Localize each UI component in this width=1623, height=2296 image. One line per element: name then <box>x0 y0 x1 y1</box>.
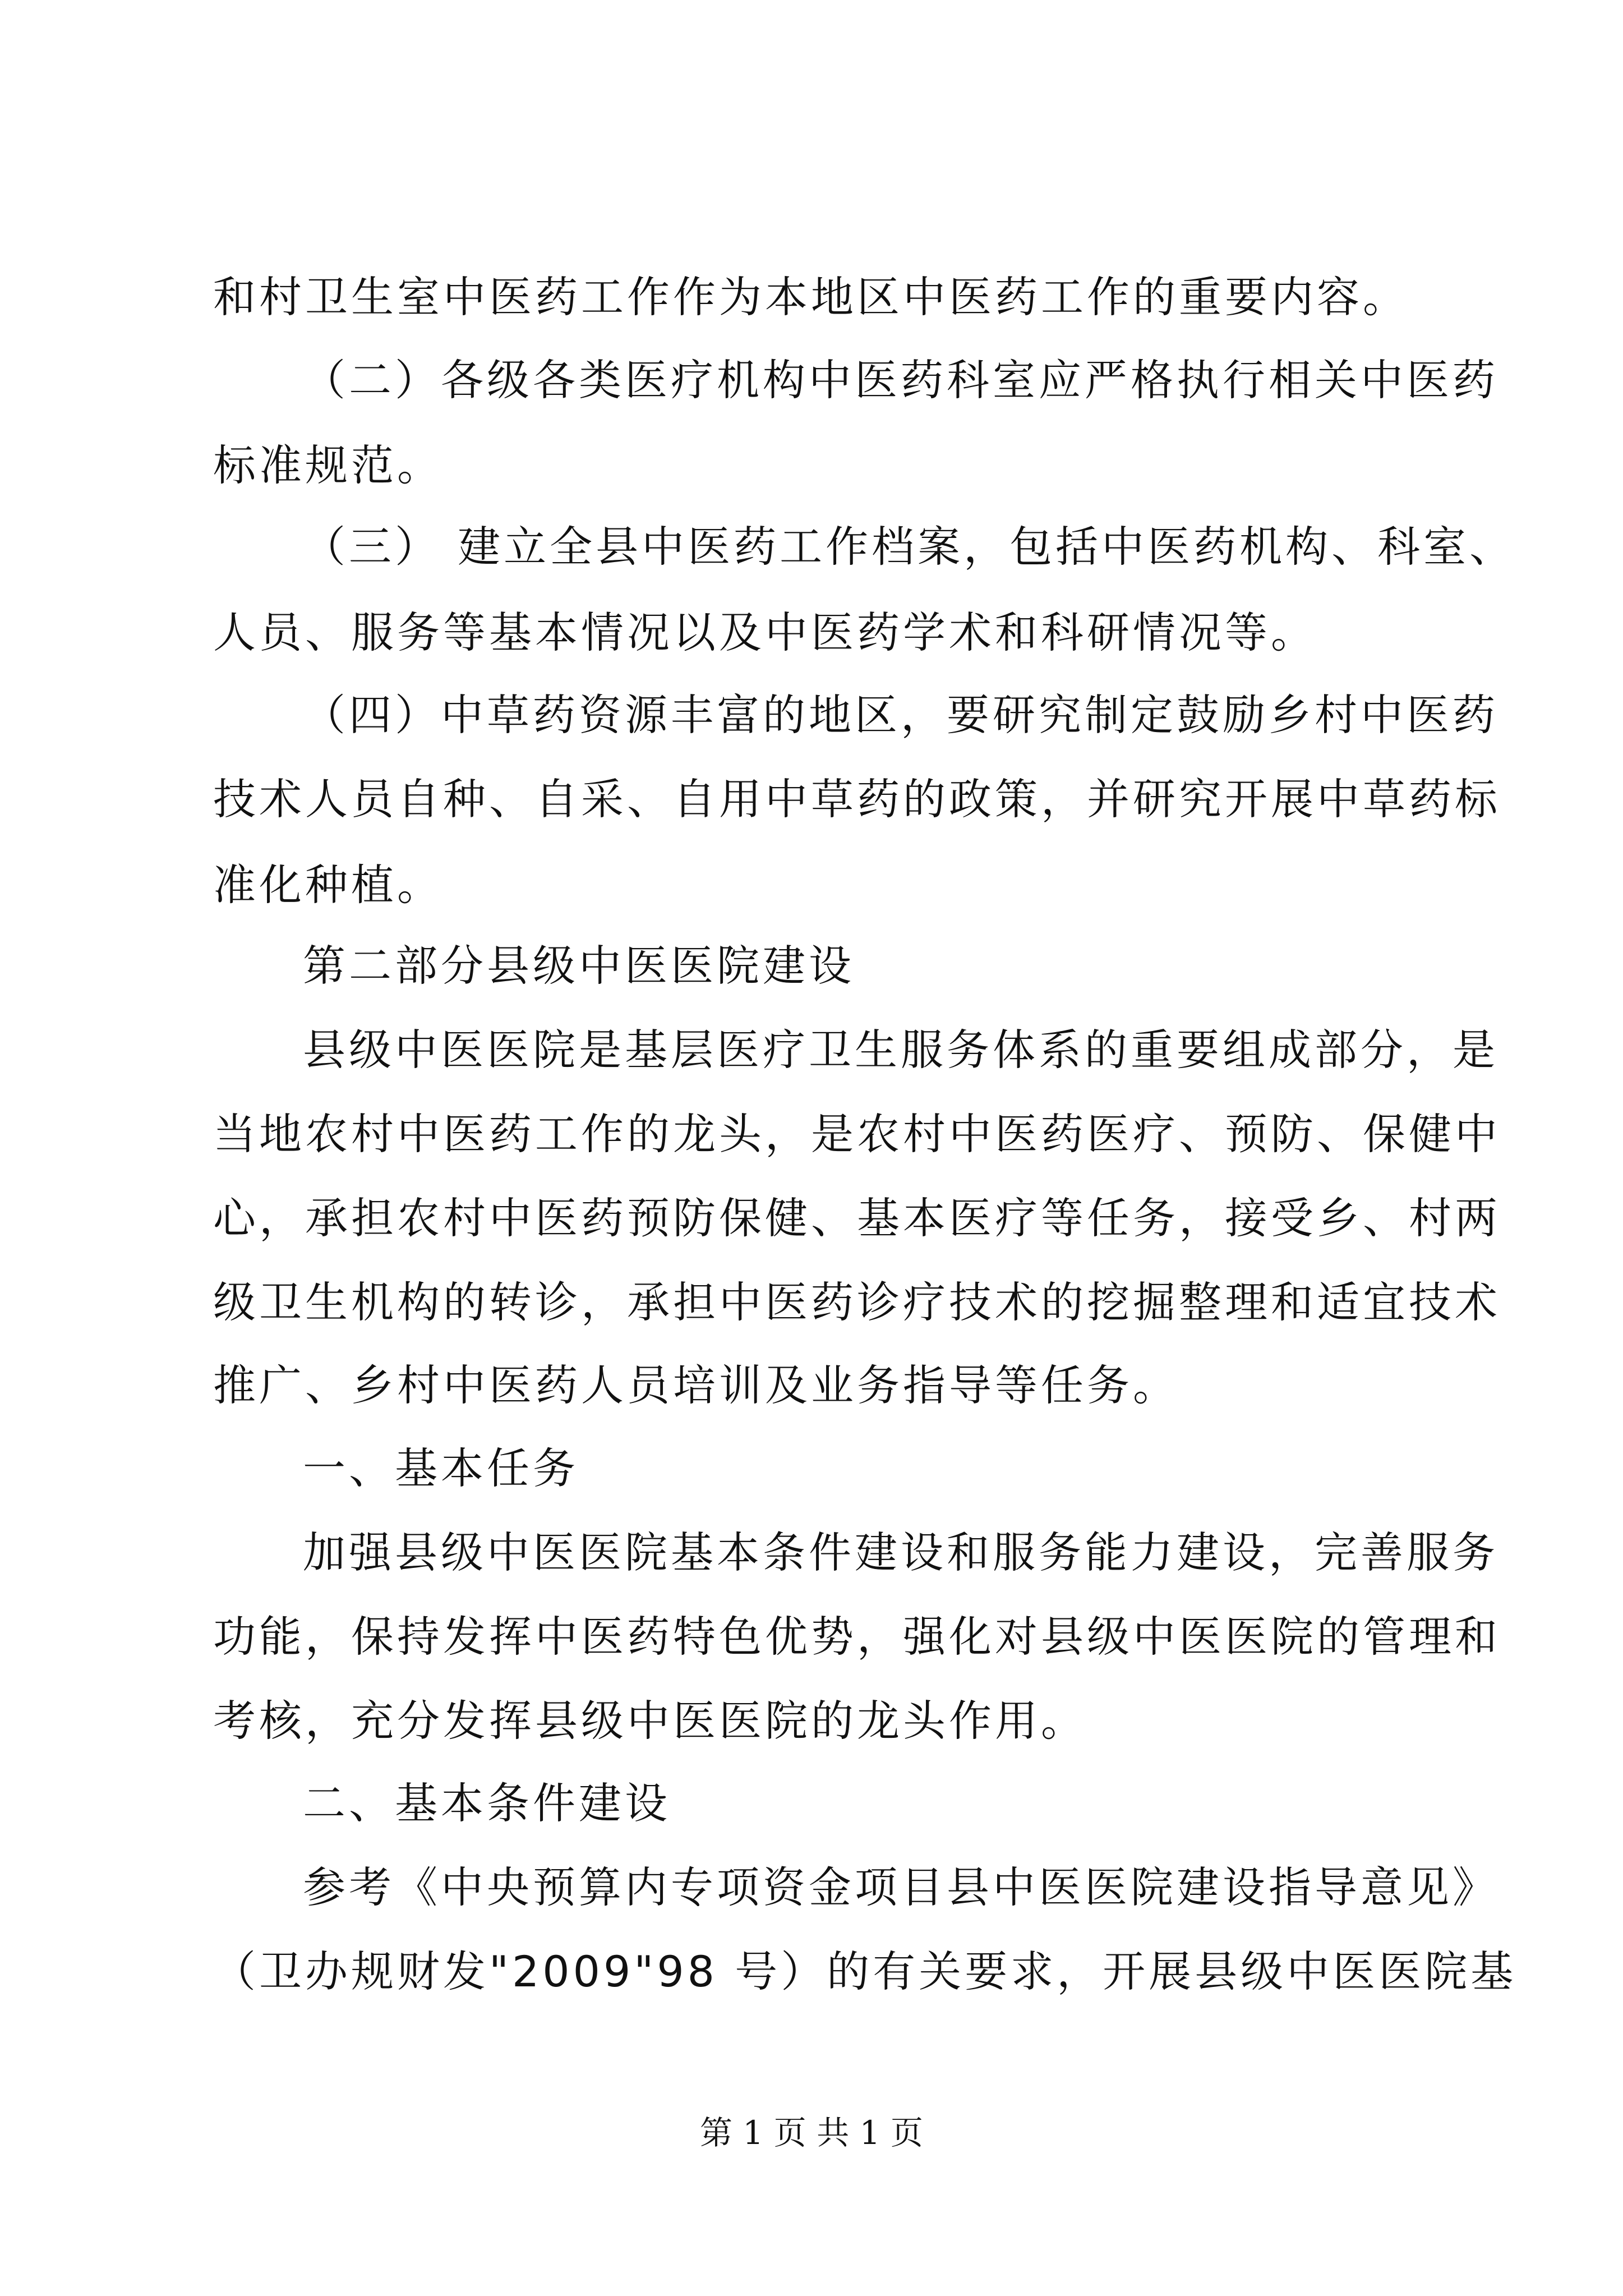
text-line-18: 考核，充分发挥县级中医医院的龙头作用。 <box>213 1696 1087 1746</box>
text-line-6: （四）中草药资源丰富的地区，要研究制定鼓励乡村中医药 <box>303 690 1498 740</box>
text-line-8: 准化种植。 <box>213 860 443 910</box>
section-heading: 第二部分县级中医医院建设 <box>303 941 855 991</box>
text-line-10: 县级中医医院是基层医疗卫生服务体系的重要组成部分，是 <box>303 1025 1498 1075</box>
text-line-14: 推广、乡村中医药人员培训及业务指导等任务。 <box>213 1360 1179 1410</box>
text-line-11: 当地农村中医药工作的龙头，是农村中医药医疗、预防、保健中 <box>213 1109 1501 1159</box>
subheading-basic-tasks: 一、基本任务 <box>303 1443 579 1493</box>
text-line-1: 和村卫生室中医药工作作为本地区中医药工作的重要内容。 <box>213 272 1409 322</box>
text-line-16: 加强县级中医医院基本条件建设和服务能力建设，完善服务 <box>303 1527 1498 1577</box>
text-line-17: 功能，保持发挥中医药特色优势，强化对县级中医医院的管理和 <box>213 1612 1501 1662</box>
text-line-5: 人员、服务等基本情况以及中医药学术和科研情况等。 <box>213 608 1317 657</box>
text-line-3: 标准规范。 <box>213 440 443 490</box>
text-line-4: （三） 建立全县中医药工作档案，包括中医药机构、科室、 <box>303 522 1516 572</box>
text-line-21: （卫办规财发"2009"98 号）的有关要求，开展县级中医医院基 <box>213 1947 1517 1996</box>
text-line-20: 参考《中央预算内专项资金项目县中医医院建设指导意见》 <box>303 1862 1498 1912</box>
text-line-2: （二）各级各类医疗机构中医药科室应严格执行相关中医药 <box>303 355 1498 405</box>
text-line-12: 心，承担农村中医药预防保健、基本医疗等任务，接受乡、村两 <box>213 1193 1501 1243</box>
subheading-basic-conditions: 二、基本条件建设 <box>303 1778 671 1828</box>
text-line-13: 级卫生机构的转诊，承担中医药诊疗技术的挖掘整理和适宜技术 <box>213 1277 1501 1327</box>
page-footer: 第 1 页 共 1 页 <box>700 2114 923 2152</box>
text-line-7: 技术人员自种、自采、自用中草药的政策，并研究开展中草药标 <box>213 774 1501 824</box>
